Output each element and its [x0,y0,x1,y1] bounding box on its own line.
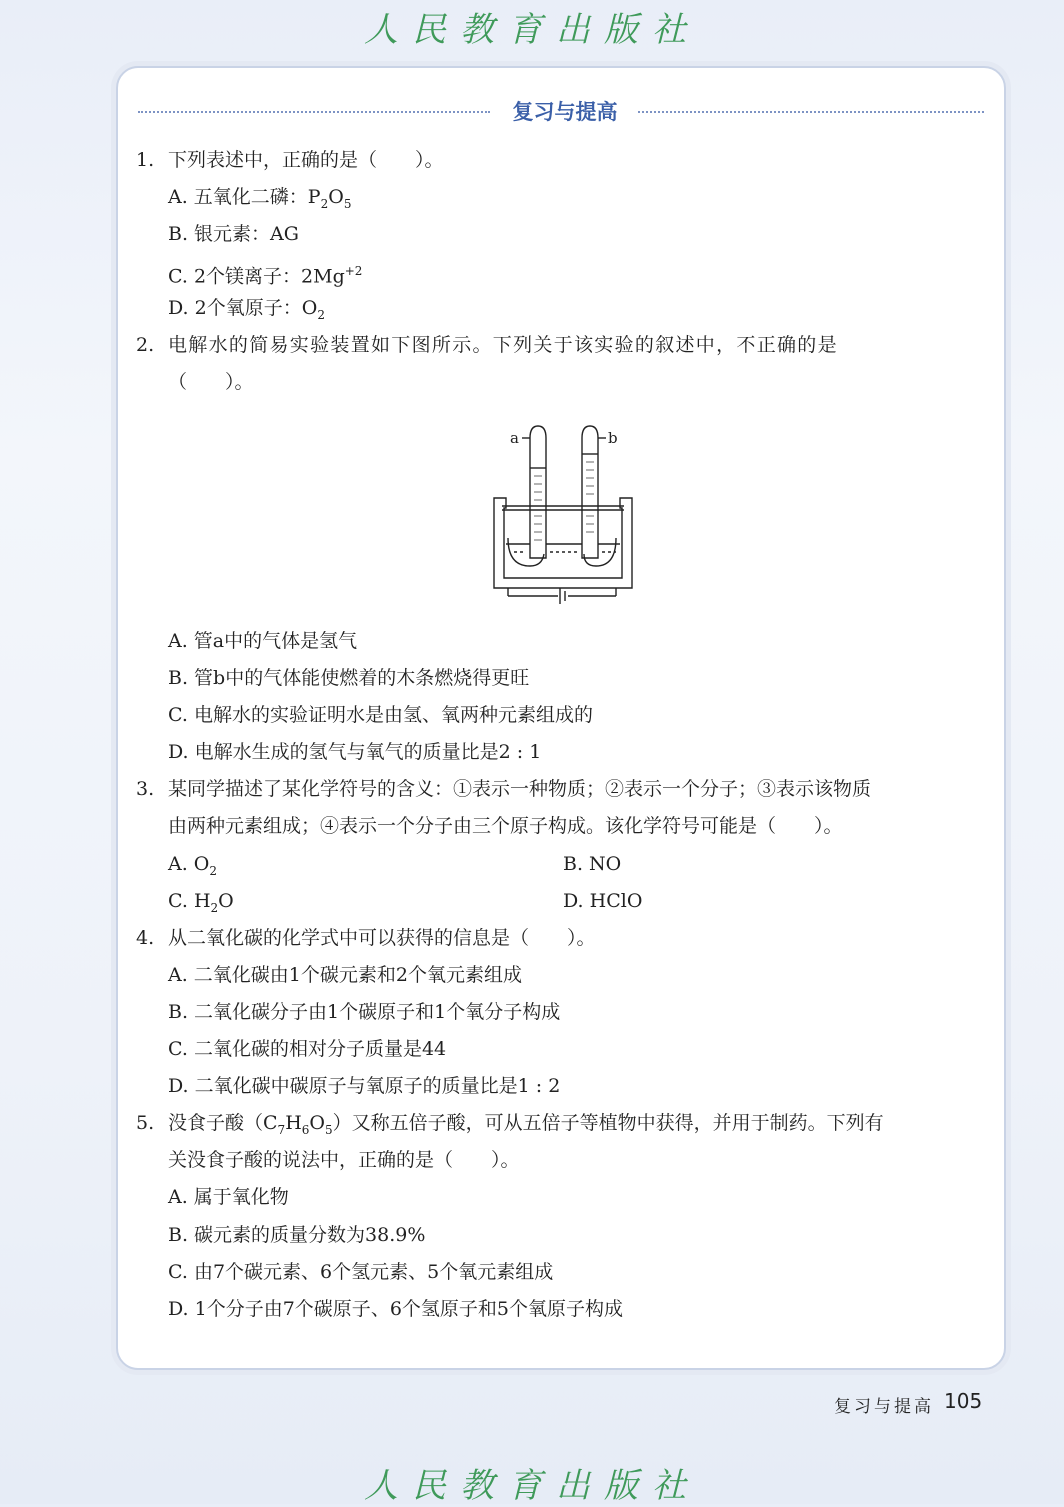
header-dots-left [138,111,490,113]
footer-section-label: 复习与提高 [834,1397,934,1417]
q4-option-d: D. 二氧化碳中碳原子与氧原子的质量比是1 : 2 [168,1075,561,1097]
q5-number: 5. [136,1112,155,1134]
q1-number: 1. [136,149,155,171]
q2-stem-line2: （ ）。 [168,371,254,393]
q5-option-d: D. 1个分子由7个碳原子、6个氢原子和5个氧原子构成 [168,1298,623,1320]
q2-number: 2. [136,334,155,356]
q4-option-c: C. 二氧化碳的相对分子质量是44 [168,1038,447,1060]
q2-option-a: A. 管a中的气体是氢气 [168,630,358,652]
q4-stem: 从二氧化碳的化学式中可以获得的信息是（ ）。 [168,927,596,949]
q1-option-d: D. 2个氧原子：$O_2$ [168,297,325,322]
q2-option-d: D. 电解水生成的氢气与氧气的质量比是2 : 1 [168,741,542,763]
q5-option-b: B. 碳元素的质量分数为38.9% [168,1224,426,1246]
section-title: 复习与提高 [512,100,618,124]
publisher-logo-bottom: 人民教育出版社 [364,1466,700,1506]
header-dots-right [638,111,984,113]
q5-option-a: A. 属于氧化物 [168,1186,289,1208]
q3-option-d: D. HClO [563,890,643,912]
q4-option-a: A. 二氧化碳由1个碳元素和2个氧元素组成 [168,964,522,986]
q4-number: 4. [136,927,155,949]
q5-stem-line2: 关没食子酸的说法中，正确的是（ ）。 [168,1149,520,1171]
q2-option-b: B. 管b中的气体能使燃着的木条燃烧得更旺 [168,667,530,689]
q1-stem: 下列表述中，正确的是（ ）。 [168,149,444,171]
q3-option-a: A. $O_2$ [168,853,218,878]
q5-stem-line1: 没食子酸$(C_7H_6O_5)$又称五倍子酸，可从五倍子等植物中获得，并用于制药。下列有 [168,1112,884,1137]
electrolysis-apparatus-figure [488,420,638,606]
q3-stem-line1: 某同学描述了某化学符号的含义：①表示一种物质；②表示一个分子；③表示该物质 [168,778,872,800]
q1-option-a: A. 五氧化二磷：$P_2O_5$ [168,186,352,211]
q3-number: 3. [136,778,155,800]
q3-option-c: C. $H_2O$ [168,890,234,915]
q1-option-b: B. 银元素：AG [168,223,299,245]
q4-option-b: B. 二氧化碳分子由1个碳原子和1个氧分子构成 [168,1001,561,1023]
tube-a-label: a [510,429,519,447]
section-header [138,96,984,128]
tube-b-label: b [608,429,618,447]
page-number: 105 [944,1389,983,1413]
q3-stem-line2: 由两种元素组成；④表示一个分子由三个原子构成。该化学符号可能是（ ）。 [168,815,843,837]
q2-option-c: C. 电解水的实验证明水是由氢、氧两种元素组成的 [168,704,593,726]
publisher-logo-top: 人民教育出版社 [364,10,700,50]
q5-option-c: C. 由7个碳元素、6个氢元素、5个氧元素组成 [168,1261,554,1283]
q2-stem-line1: 电解水的简易实验装置如下图所示。下列关于该实验的叙述中，不正确的是 [168,334,838,356]
q1-option-c: C. 2个镁离子：$2Mg^{+2}$ [168,264,363,288]
q3-option-b: B. NO [563,853,622,875]
